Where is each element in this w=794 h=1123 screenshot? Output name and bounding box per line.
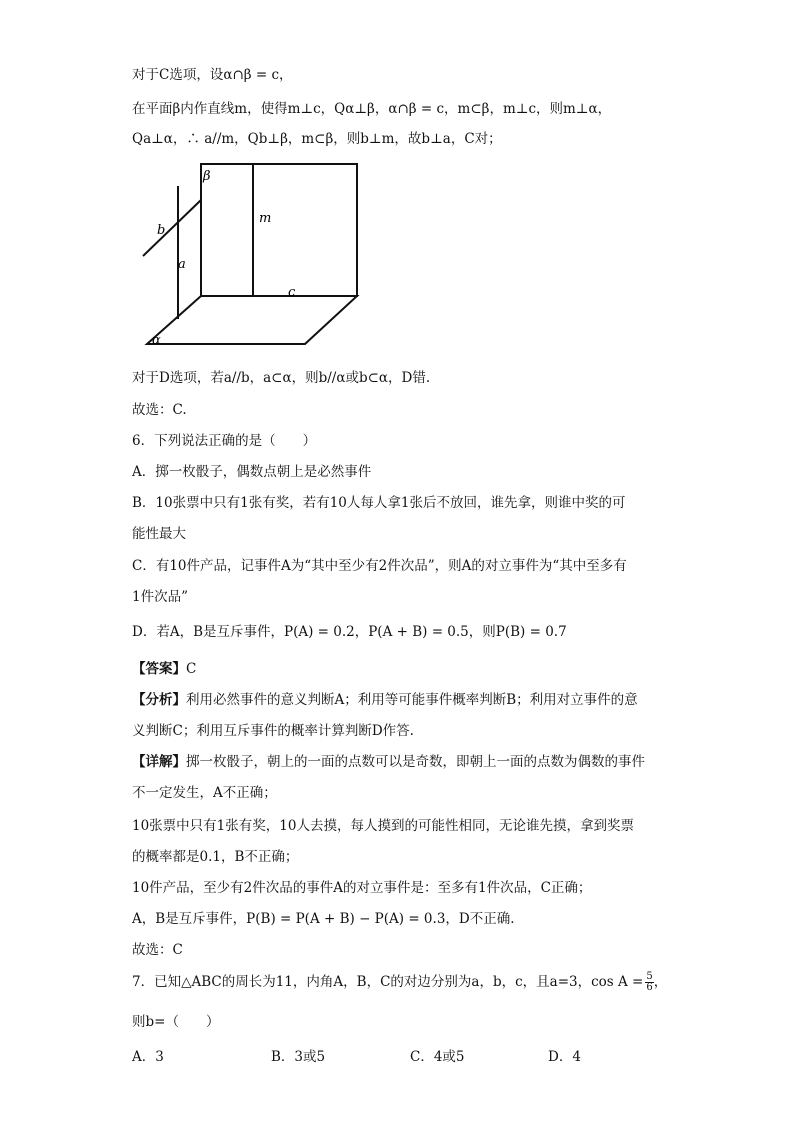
question-7-stem bbox=[132, 972, 667, 993]
text-line: 义判断C；利用互斥事件的概率计算判断D作答. bbox=[132, 723, 414, 739]
text-line: A，B是互斥事件，P(B) = P(A + B) − P(A) = 0.3，D不正确. bbox=[132, 911, 515, 927]
question-7-text: 7．已知△ABC的周长为11，内角A，B，C的对边分别为a，b，c，且a=3，cos A = bbox=[132, 974, 644, 990]
label-m: m bbox=[259, 211, 272, 226]
question-7-option-c: C．4或5 bbox=[410, 1049, 465, 1065]
answer-tag: 【答案】 bbox=[132, 661, 186, 677]
text-line: 对于C选项，设α∩β = c， bbox=[132, 67, 293, 83]
text-line: Qa⊥α，∴ a//m，Qb⊥β，m⊂β，则b⊥m，故b⊥a，C对； bbox=[132, 131, 502, 147]
detail-line bbox=[132, 753, 645, 771]
question-6-option-a: A．掷一枚骰子，偶数点朝上是必然事件 bbox=[132, 464, 372, 480]
detail-tag: 【详解】 bbox=[132, 754, 186, 770]
text-line: 不一定发生，A不正确； bbox=[132, 785, 277, 801]
question-6-option-d: D．若A，B是互斥事件，P(A) = 0.2，P(A + B) = 0.5，则P(B) = 0.7 bbox=[132, 624, 567, 640]
text-line: 10张票中只有1张有奖，10人去摸，每人摸到的可能性相同，无论谁先摸，拿到奖票 bbox=[132, 818, 634, 834]
text-line: 在平面β内作直线m，使得m⊥c，Qα⊥β，α∩β = c，m⊂β，m⊥c，则m⊥α， bbox=[132, 101, 612, 117]
text-line: 故选：C bbox=[132, 942, 183, 958]
text-line: 的概率都是0.1，B不正确； bbox=[132, 849, 299, 865]
line-b bbox=[143, 200, 201, 256]
question-6-option-b: B．10张票中只有1张有奖，若有10人每人拿1张后不放回，谁先拿，则谁中奖的可 bbox=[132, 495, 626, 511]
detail-text: 掷一枚骰子，朝上的一面的点数可以是奇数，即朝上一面的点数为偶数的事件 bbox=[186, 754, 645, 770]
label-a: a bbox=[178, 257, 186, 272]
plane-beta bbox=[201, 164, 357, 296]
analysis-tag: 【分析】 bbox=[132, 692, 186, 708]
question-7-option-a: A．3 bbox=[132, 1049, 164, 1065]
label-b: b bbox=[157, 223, 166, 238]
analysis-line bbox=[132, 691, 638, 709]
text-line: 对于D选项，若a//b，a⊂α，则b//α或b⊂α，D错. bbox=[132, 370, 431, 386]
label-c: c bbox=[288, 285, 296, 300]
label-alpha: α bbox=[152, 333, 161, 348]
label-beta: β bbox=[203, 169, 211, 184]
question-7-option-d: D．4 bbox=[548, 1049, 581, 1065]
question-6-option-c-cont: 1件次品” bbox=[132, 589, 188, 605]
answer-value: C bbox=[186, 661, 197, 677]
text-line: 10件产品，至少有2件次品的事件A的对立事件是：至多有1件次品，C正确； bbox=[132, 880, 592, 896]
question-7-punct: ， bbox=[653, 974, 668, 990]
question-7-stem-cont: 则b=（ ） bbox=[132, 1014, 220, 1030]
answer-line bbox=[132, 660, 196, 678]
fraction-numerator: 5 bbox=[646, 971, 653, 982]
question-6-option-b-cont: 能性最大 bbox=[132, 526, 186, 542]
analysis-text: 利用必然事件的意义判断A；利用等可能事件概率判断B；利用对立事件的意 bbox=[186, 692, 638, 708]
fraction-denominator: 6 bbox=[646, 982, 653, 993]
fraction bbox=[645, 972, 653, 993]
text-line: 故选：C. bbox=[132, 402, 187, 418]
question-7-option-b: B．3或5 bbox=[271, 1049, 326, 1065]
geometry-figure bbox=[140, 158, 370, 350]
question-6-option-c: C．有10件产品，记事件A为“其中至少有2件次品”，则A的对立事件为“其中至多有 bbox=[132, 558, 627, 574]
question-6-stem: 6．下列说法正确的是（ ） bbox=[132, 433, 317, 449]
